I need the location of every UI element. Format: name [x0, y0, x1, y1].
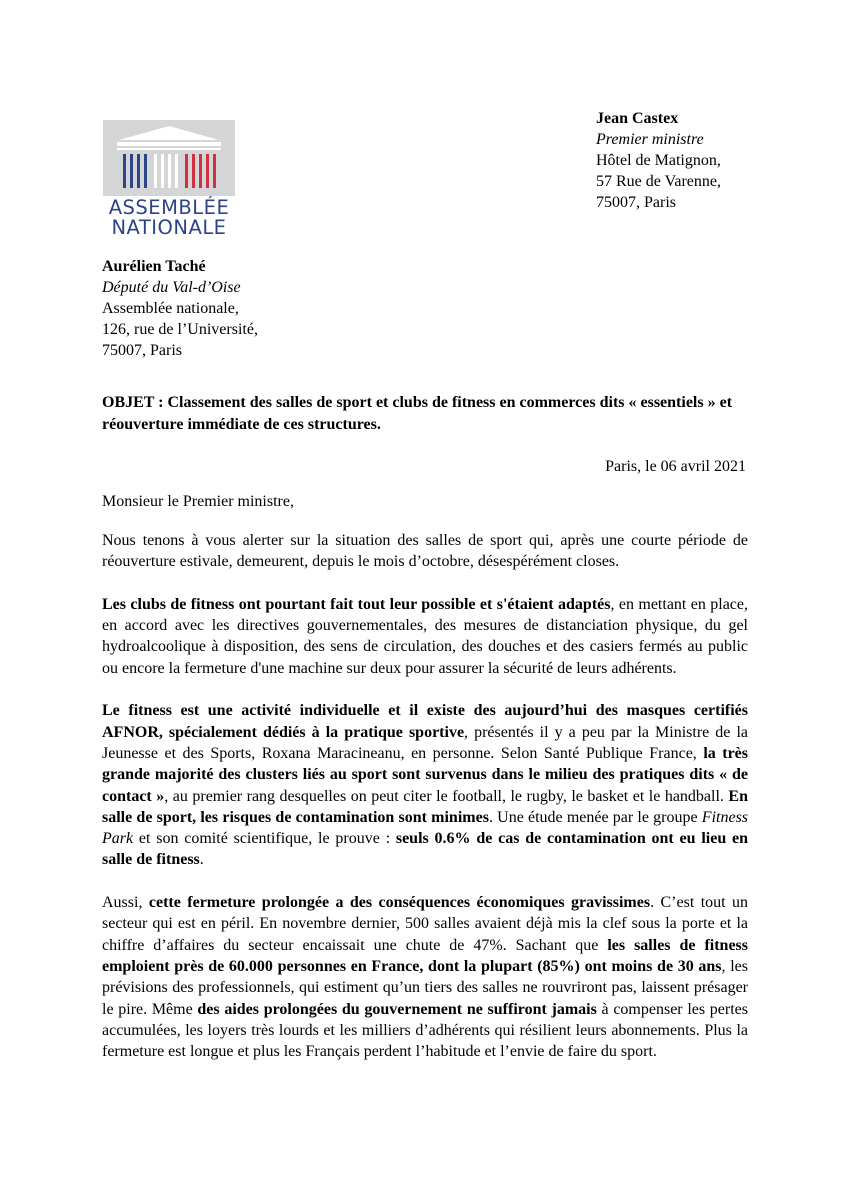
sender-title: Député du Val-d’Oise	[102, 279, 241, 296]
logo-line-1: ASSEMBLÉE	[108, 196, 230, 219]
assemblee-nationale-logo	[101, 120, 237, 238]
recipient-address-line: 57 Rue de Varenne,	[596, 173, 721, 190]
letter-body	[102, 530, 748, 1084]
recipient-address-line: Hôtel de Matignon,	[596, 152, 721, 169]
body-text: , les prévisions des professionnels, qui estiment qu’un tiers des salles ne rouvriront pas, laissent présager le pire. Même	[102, 957, 748, 1018]
sender-address-line: 126, rue de l’Université,	[102, 321, 258, 338]
paragraph-4	[102, 892, 748, 1062]
bold-text: Les clubs de fitness ont pourtant fait tout leur possible et s'étaient adaptés	[102, 595, 611, 613]
sender-name: Aurélien Taché	[102, 258, 206, 275]
bold-text: En salle de sport, les risques de contamination sont minimes	[102, 787, 748, 826]
recipient-title: Premier ministre	[596, 131, 704, 148]
sender-address-line: Assemblée nationale,	[102, 300, 239, 317]
body-text: , présentés il y a peu par la Ministre de la Jeunesse et des Sports, Roxana Maracineanu, en personne. Selon Santé Publique France,	[102, 723, 749, 762]
logo-line-2: NATIONALE	[111, 216, 227, 239]
bold-text: la très grande majorité des clusters liés au sport sont survenus dans le milieu des pratiques dits « de contact »	[102, 744, 749, 805]
paragraph-3	[102, 700, 748, 870]
paragraph-2	[102, 594, 748, 679]
bold-text: cette fermeture prolongée a des conséquences économiques gravissimes	[148, 894, 651, 912]
bold-text: les salles de fitness emploient près de 60.000 personnes en France, dont la plupart (85%) ont moins de 30 ans	[102, 936, 748, 975]
body-text: , en mettant en place, en accord avec les directives gouvernementales, des mesures de distanciation physique, du gel hydroalcoolique à disposition, des sens de circulation, des douches et des casiers fermés au public ou encore la fermeture d'une machine sur deux pour assurer la sécurité de leurs adhérents.	[102, 595, 749, 677]
body-text: . C’est tout un secteur qui est en péril. En novembre dernier, 500 salles avaient déjà mis la clef sous la porte et la chiffre d’affaires du secteur encaissait une chute de 47%. Sachant que	[102, 894, 749, 954]
body-text: et son comité scientifique, le prouve :	[133, 830, 396, 848]
body-text: . Une étude menée par le groupe	[488, 808, 702, 826]
body-text: Aussi,	[102, 894, 149, 912]
recipient-address-block	[596, 108, 721, 213]
letter-subject: OBJET : Classement des salles de sport et clubs de fitness en commerces dits « essentiels » et réouverture immédiate de ces structures.	[102, 394, 733, 433]
sender-address-line: 75007, Paris	[102, 342, 182, 359]
body-text: à compenser les pertes accumulées, les loyers très lourds et les milliers d’adhérents qui résilient leurs abonnements. Plus la fermeture est longue et plus les Français perdent l’habitude et l’envie de faire du sport.	[102, 1000, 749, 1061]
body-text: .	[199, 851, 204, 869]
hemicycle-emblem	[103, 120, 235, 196]
body-text: , au premier rang desquelles on peut citer le football, le rugby, le basket et le handball.	[164, 787, 729, 805]
salutation: Monsieur le Premier ministre,	[102, 493, 294, 510]
italic-text: Fitness Park	[102, 808, 749, 848]
paragraph-1: Nous tenons à vous alerter sur la situation des salles de sport qui, après une courte période de réouverture estivale, demeurent, depuis le mois d’octobre, désespérément closes.	[102, 532, 748, 571]
recipient-address-line: 75007, Paris	[596, 194, 676, 211]
sender-address-block	[102, 256, 258, 361]
bold-text: seuls 0.6% de cas de contamination ont eu lieu en salle de fitness	[102, 830, 749, 869]
hemicycle-icon	[103, 120, 235, 196]
bold-text: des aides prolongées du gouvernement ne suffiront jamais	[197, 1000, 597, 1018]
bold-text: Le fitness est une activité individuelle et il existe des aujourd’hui des masques certifiés AFNOR, spécialement dédiés à la pratique sportive	[102, 702, 748, 741]
recipient-name: Jean Castex	[596, 110, 679, 127]
letter-date: Paris, le 06 avril 2021	[605, 458, 746, 475]
logo-wordmark	[101, 198, 237, 238]
